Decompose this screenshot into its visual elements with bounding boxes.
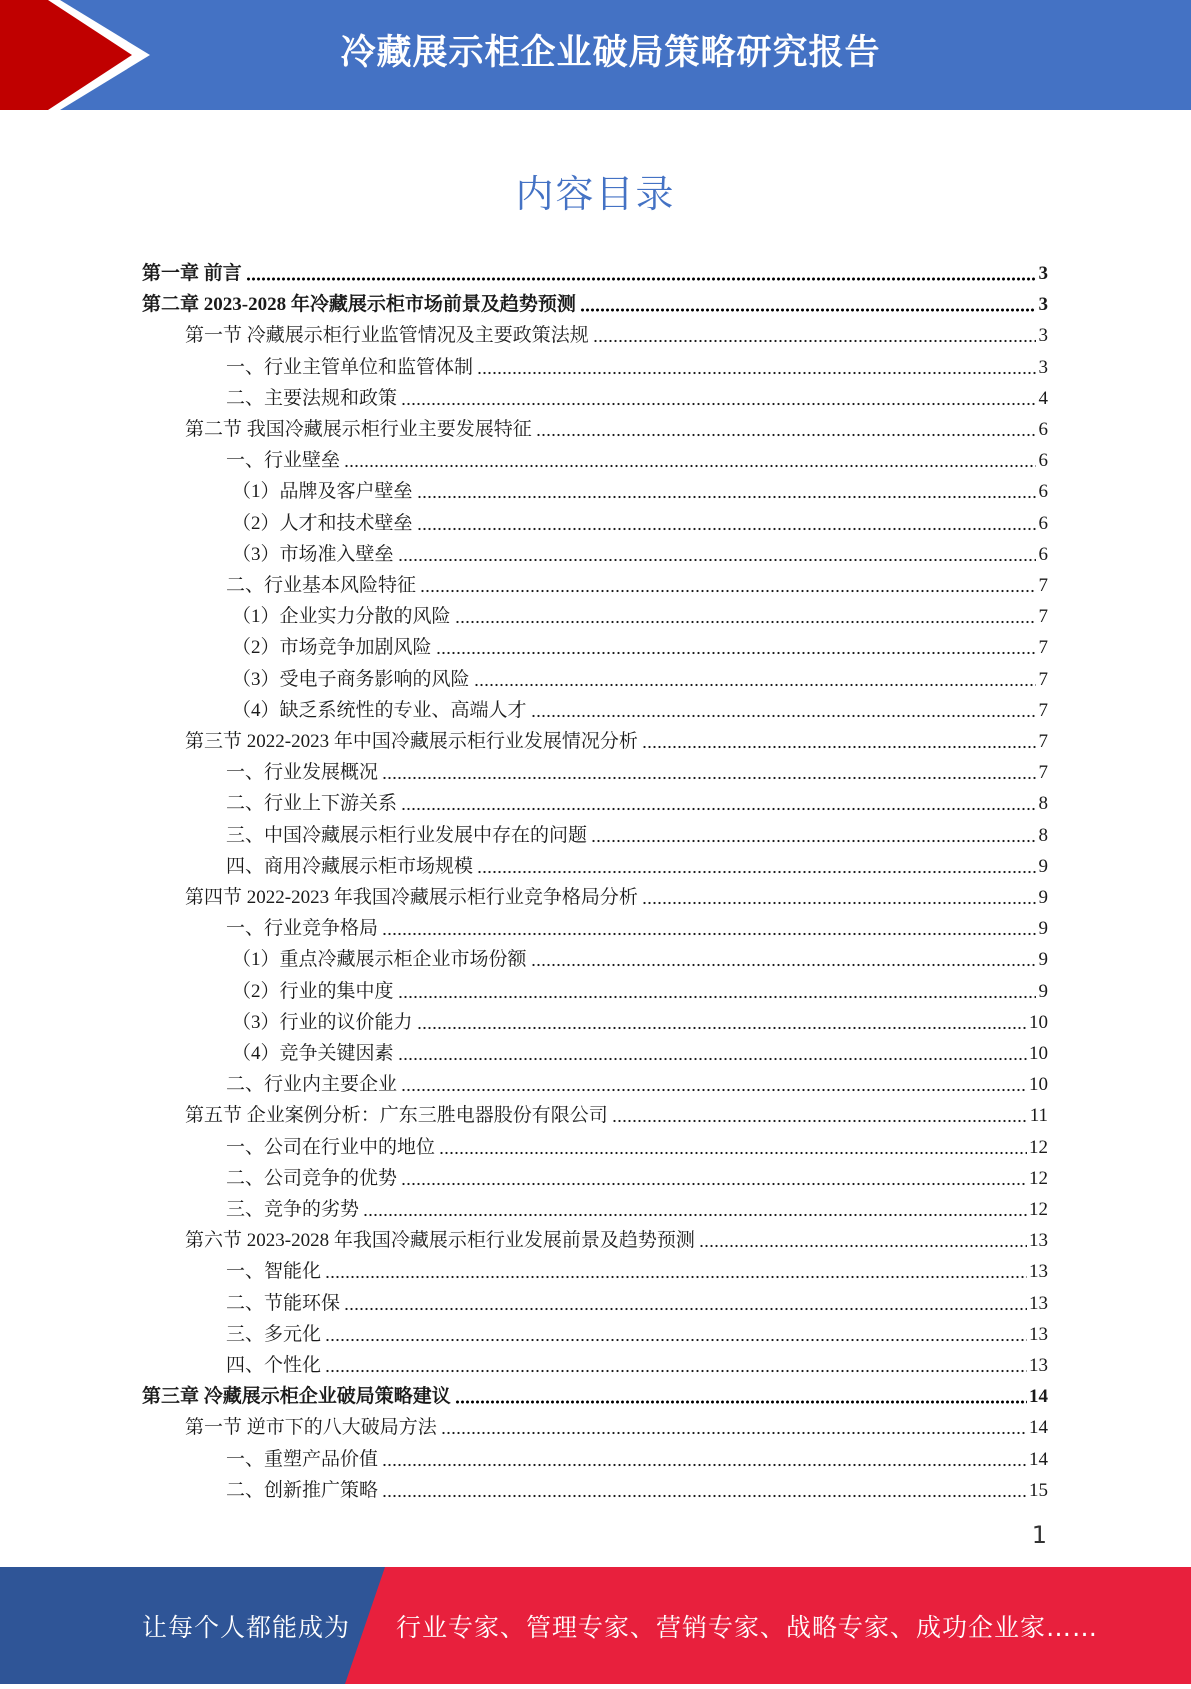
toc-entry[interactable] bbox=[226, 1159, 1048, 1190]
report-title: 冷藏展示柜企业破局策略研究报告 bbox=[340, 33, 881, 73]
toc-dot-leader bbox=[382, 776, 1036, 780]
toc-dot-leader bbox=[591, 839, 1036, 843]
toc-entry-page: 7 bbox=[1038, 606, 1048, 628]
toc-dot-leader bbox=[531, 963, 1036, 967]
toc-dot-leader bbox=[436, 651, 1036, 655]
toc-entry[interactable] bbox=[226, 1315, 1048, 1346]
footer-slogan-left: 让每个人都能成为 bbox=[142, 1613, 351, 1642]
toc-entry-title: （2）人才和技术壁垒 bbox=[232, 512, 413, 534]
toc-entry-page: 12 bbox=[1029, 1167, 1048, 1189]
toc-dot-leader bbox=[441, 1431, 1027, 1435]
toc-entry[interactable] bbox=[226, 1128, 1048, 1159]
toc-entry[interactable] bbox=[232, 1034, 1048, 1065]
toc-entry-page: 14 bbox=[1029, 1386, 1048, 1408]
toc-dot-leader bbox=[593, 339, 1036, 343]
toc-entry[interactable] bbox=[232, 504, 1048, 535]
toc-entry-page: 10 bbox=[1029, 1043, 1048, 1064]
toc-entry[interactable] bbox=[142, 254, 1048, 285]
toc-entry-page: 7 bbox=[1038, 668, 1048, 690]
toc-entry-page: 13 bbox=[1029, 1355, 1048, 1376]
toc-entry-title: 二、节能环保 bbox=[226, 1292, 341, 1314]
toc-entry-title: 一、行业竞争格局 bbox=[226, 918, 379, 940]
toc-entry-title: 第二节 我国冷藏展示柜行业主要发展特征 bbox=[185, 419, 532, 440]
toc-entry-title: 四、商用冷藏展示柜市场规模 bbox=[226, 855, 474, 877]
toc-entry-page: 13 bbox=[1029, 1230, 1048, 1252]
toc-entry-page: 13 bbox=[1029, 1323, 1048, 1345]
toc-entry[interactable] bbox=[185, 410, 1048, 441]
toc-entry-page: 12 bbox=[1029, 1199, 1048, 1220]
toc-entry-title: 二、主要法规和政策 bbox=[226, 387, 398, 409]
toc-dot-leader bbox=[477, 371, 1036, 375]
toc-entry[interactable] bbox=[226, 753, 1048, 784]
toc-dot-leader bbox=[246, 277, 1036, 281]
toc-entry[interactable] bbox=[185, 316, 1048, 347]
toc-entry-title: 一、智能化 bbox=[226, 1261, 322, 1283]
toc-entry-title: 一、行业发展概况 bbox=[226, 762, 379, 784]
toc-dot-leader bbox=[325, 1369, 1027, 1373]
toc-entry-title: 第二章 2023-2028 年冷藏展示柜市场前景及趋势预测 bbox=[142, 294, 576, 316]
toc-entry[interactable] bbox=[232, 691, 1048, 722]
toc-entry-page: 9 bbox=[1038, 887, 1048, 908]
toc-entry[interactable] bbox=[226, 784, 1048, 815]
toc-entry[interactable] bbox=[185, 1408, 1048, 1439]
toc-entry-title: （4）竞争关键因素 bbox=[232, 1043, 394, 1064]
toc-dot-leader bbox=[382, 932, 1036, 936]
toc-entry[interactable] bbox=[185, 1096, 1048, 1127]
toc-entry[interactable] bbox=[226, 816, 1048, 847]
toc-entry-page: 6 bbox=[1038, 450, 1048, 472]
toc-entry-title: 一、行业主管单位和监管体制 bbox=[226, 356, 474, 378]
toc-entry[interactable] bbox=[226, 1065, 1048, 1096]
toc-entry-title: 一、重塑产品价值 bbox=[226, 1448, 379, 1470]
toc-dot-leader bbox=[642, 901, 1036, 905]
toc-entry-title: 第五节 企业案例分析：广东三胜电器股份有限公司 bbox=[185, 1105, 608, 1127]
toc-entry-page: 6 bbox=[1038, 419, 1048, 440]
toc-entry[interactable] bbox=[232, 472, 1048, 503]
toc-entry[interactable] bbox=[226, 1190, 1048, 1221]
toc-entry-page: 13 bbox=[1029, 1261, 1048, 1283]
toc-entry-page: 7 bbox=[1038, 575, 1048, 596]
toc-entry-page: 12 bbox=[1029, 1136, 1048, 1158]
toc-entry[interactable] bbox=[226, 566, 1048, 597]
toc-entry-title: 三、竞争的劣势 bbox=[226, 1199, 360, 1220]
toc-dot-leader bbox=[401, 1088, 1027, 1092]
footer-slogan-right: 行业专家、管理专家、营销专家、战略专家、成功企业家…… bbox=[396, 1613, 1099, 1642]
toc-entry[interactable] bbox=[226, 1346, 1048, 1377]
toc-entry-page: 6 bbox=[1038, 543, 1048, 565]
page-number: 1 bbox=[1031, 1521, 1047, 1549]
toc-dot-leader bbox=[612, 1119, 1028, 1123]
toc-entry-title: （1）品牌及客户壁垒 bbox=[232, 481, 413, 503]
toc-entry-page: 8 bbox=[1038, 793, 1048, 815]
toc-entry-title: （3）受电子商务影响的风险 bbox=[232, 668, 470, 690]
toc-entry[interactable] bbox=[232, 535, 1048, 566]
toc-dot-leader bbox=[417, 1026, 1027, 1030]
toc-entry-page: 11 bbox=[1029, 1105, 1048, 1127]
toc-entry-page: 14 bbox=[1029, 1417, 1048, 1439]
toc-dot-leader bbox=[382, 1463, 1027, 1467]
toc-entry[interactable] bbox=[142, 285, 1048, 316]
toc-entry-page: 9 bbox=[1038, 949, 1048, 971]
toc-dot-leader bbox=[531, 714, 1036, 718]
toc-dot-leader bbox=[401, 1182, 1027, 1186]
toc-dot-leader bbox=[417, 527, 1036, 531]
toc-entry-title: 第四节 2022-2023 年我国冷藏展示柜行业竞争格局分析 bbox=[185, 887, 638, 908]
toc-entry-title: 二、行业上下游关系 bbox=[226, 793, 398, 815]
toc-entry-title: （3）市场准入壁垒 bbox=[232, 543, 394, 565]
toc-entry[interactable] bbox=[142, 1377, 1048, 1408]
toc-entry-title: 一、行业壁垒 bbox=[226, 450, 341, 472]
toc-dot-leader bbox=[401, 807, 1036, 811]
toc-dot-leader bbox=[325, 1275, 1027, 1279]
toc-entry-page: 7 bbox=[1038, 762, 1048, 784]
toc-entry[interactable] bbox=[226, 1252, 1048, 1283]
toc-entry-title: （3）行业的议价能力 bbox=[232, 1011, 413, 1033]
toc-dot-leader bbox=[398, 558, 1036, 562]
toc-entry[interactable] bbox=[232, 1003, 1048, 1034]
toc-entry-title: （2）市场竞争加剧风险 bbox=[232, 637, 432, 659]
toc-entry[interactable] bbox=[226, 441, 1048, 472]
toc-entry[interactable] bbox=[185, 722, 1048, 753]
toc-dot-leader bbox=[382, 1494, 1027, 1498]
toc-entry-page: 4 bbox=[1038, 387, 1048, 409]
toc-entry[interactable] bbox=[226, 1471, 1048, 1502]
toc-dot-leader bbox=[344, 464, 1036, 468]
toc-entry-page: 9 bbox=[1038, 918, 1048, 940]
toc-entry-title: 第一节 逆市下的八大破局方法 bbox=[185, 1417, 437, 1439]
toc-entry-title: 二、创新推广策略 bbox=[226, 1479, 379, 1501]
toc-entry-page: 3 bbox=[1038, 325, 1048, 347]
toc-entry[interactable] bbox=[226, 1440, 1048, 1471]
toc-entry[interactable] bbox=[185, 878, 1048, 909]
toc-entry[interactable] bbox=[226, 348, 1048, 379]
toc-entry-title: 二、公司竞争的优势 bbox=[226, 1167, 398, 1189]
toc-entry-page: 10 bbox=[1029, 1011, 1048, 1033]
toc-entry-page: 6 bbox=[1038, 481, 1048, 503]
toc-entry[interactable] bbox=[232, 628, 1048, 659]
toc-entry[interactable] bbox=[232, 660, 1048, 691]
toc-dot-leader bbox=[642, 745, 1036, 749]
toc-entry-title: 第三节 2022-2023 年中国冷藏展示柜行业发展情况分析 bbox=[185, 731, 638, 752]
toc-entry-page: 9 bbox=[1038, 980, 1048, 1002]
toc-dot-leader bbox=[474, 683, 1036, 687]
toc-entry-title: 第一节 冷藏展示柜行业监管情况及主要政策法规 bbox=[185, 325, 589, 347]
toc-entry-page: 14 bbox=[1029, 1448, 1048, 1470]
toc-dot-leader bbox=[699, 1244, 1027, 1248]
toc-entry-page: 7 bbox=[1038, 699, 1048, 721]
toc-entry-title: （4）缺乏系统性的专业、高端人才 bbox=[232, 699, 527, 721]
toc-dot-leader bbox=[580, 308, 1036, 312]
toc-entry[interactable] bbox=[226, 379, 1048, 410]
toc-entry-page: 10 bbox=[1029, 1074, 1048, 1096]
toc-entry-title: 三、中国冷藏展示柜行业发展中存在的问题 bbox=[226, 824, 588, 846]
toc-dot-leader bbox=[401, 402, 1036, 406]
toc-entry[interactable] bbox=[185, 1221, 1048, 1252]
toc-entry-title: （1）企业实力分散的风险 bbox=[232, 606, 451, 628]
toc-dot-leader bbox=[536, 433, 1036, 437]
toc-dot-leader bbox=[455, 1400, 1027, 1404]
toc-entry[interactable] bbox=[226, 1284, 1048, 1315]
toc-dot-leader bbox=[325, 1338, 1027, 1342]
toc-entry[interactable] bbox=[226, 847, 1048, 878]
footer-band bbox=[0, 1567, 1191, 1684]
toc-entry-title: 第三章 冷藏展示柜企业破局策略建议 bbox=[142, 1386, 451, 1408]
toc-heading: 内容目录 bbox=[515, 172, 676, 216]
toc-entry[interactable] bbox=[232, 940, 1048, 971]
toc-dot-leader bbox=[417, 495, 1036, 499]
report-header-band bbox=[0, 0, 1191, 110]
toc-dot-leader bbox=[398, 995, 1036, 999]
toc-dot-leader bbox=[398, 1057, 1027, 1061]
toc-entry-page: 8 bbox=[1038, 824, 1048, 846]
toc-entry-page: 13 bbox=[1029, 1292, 1048, 1314]
toc-entry-page: 6 bbox=[1038, 512, 1048, 534]
toc-entry-page: 3 bbox=[1038, 294, 1048, 316]
toc-entry-title: 三、多元化 bbox=[226, 1323, 322, 1345]
toc-entry-page: 15 bbox=[1029, 1479, 1048, 1501]
toc-entry-title: 四、个性化 bbox=[226, 1355, 322, 1376]
toc-entry-title: 第六节 2023-2028 年我国冷藏展示柜行业发展前景及趋势预测 bbox=[185, 1230, 695, 1252]
toc-entry-title: 一、公司在行业中的地位 bbox=[226, 1136, 436, 1158]
toc-dot-leader bbox=[477, 870, 1036, 874]
toc-entry-title: （1）重点冷藏展示柜企业市场份额 bbox=[232, 949, 527, 971]
toc-dot-leader bbox=[420, 589, 1036, 593]
toc-entry-title: 第一章 前言 bbox=[142, 263, 242, 284]
toc-entry-title: 二、行业基本风险特征 bbox=[226, 575, 417, 596]
toc-entry-page: 7 bbox=[1038, 637, 1048, 659]
toc-entry[interactable] bbox=[232, 972, 1048, 1003]
toc-entry-page: 9 bbox=[1038, 855, 1048, 877]
toc-entry-page: 3 bbox=[1038, 263, 1048, 284]
toc-dot-leader bbox=[344, 1307, 1027, 1311]
toc-entry-page: 7 bbox=[1038, 731, 1048, 752]
toc-entry-page: 3 bbox=[1038, 356, 1048, 378]
toc-dot-leader bbox=[363, 1213, 1027, 1217]
toc-dot-leader bbox=[439, 1151, 1027, 1155]
toc-dot-leader bbox=[455, 620, 1036, 624]
toc-entry-title: 二、行业内主要企业 bbox=[226, 1074, 398, 1096]
toc-entry[interactable] bbox=[226, 909, 1048, 940]
toc-entry-title: （2）行业的集中度 bbox=[232, 980, 394, 1002]
toc-entry[interactable] bbox=[232, 597, 1048, 628]
